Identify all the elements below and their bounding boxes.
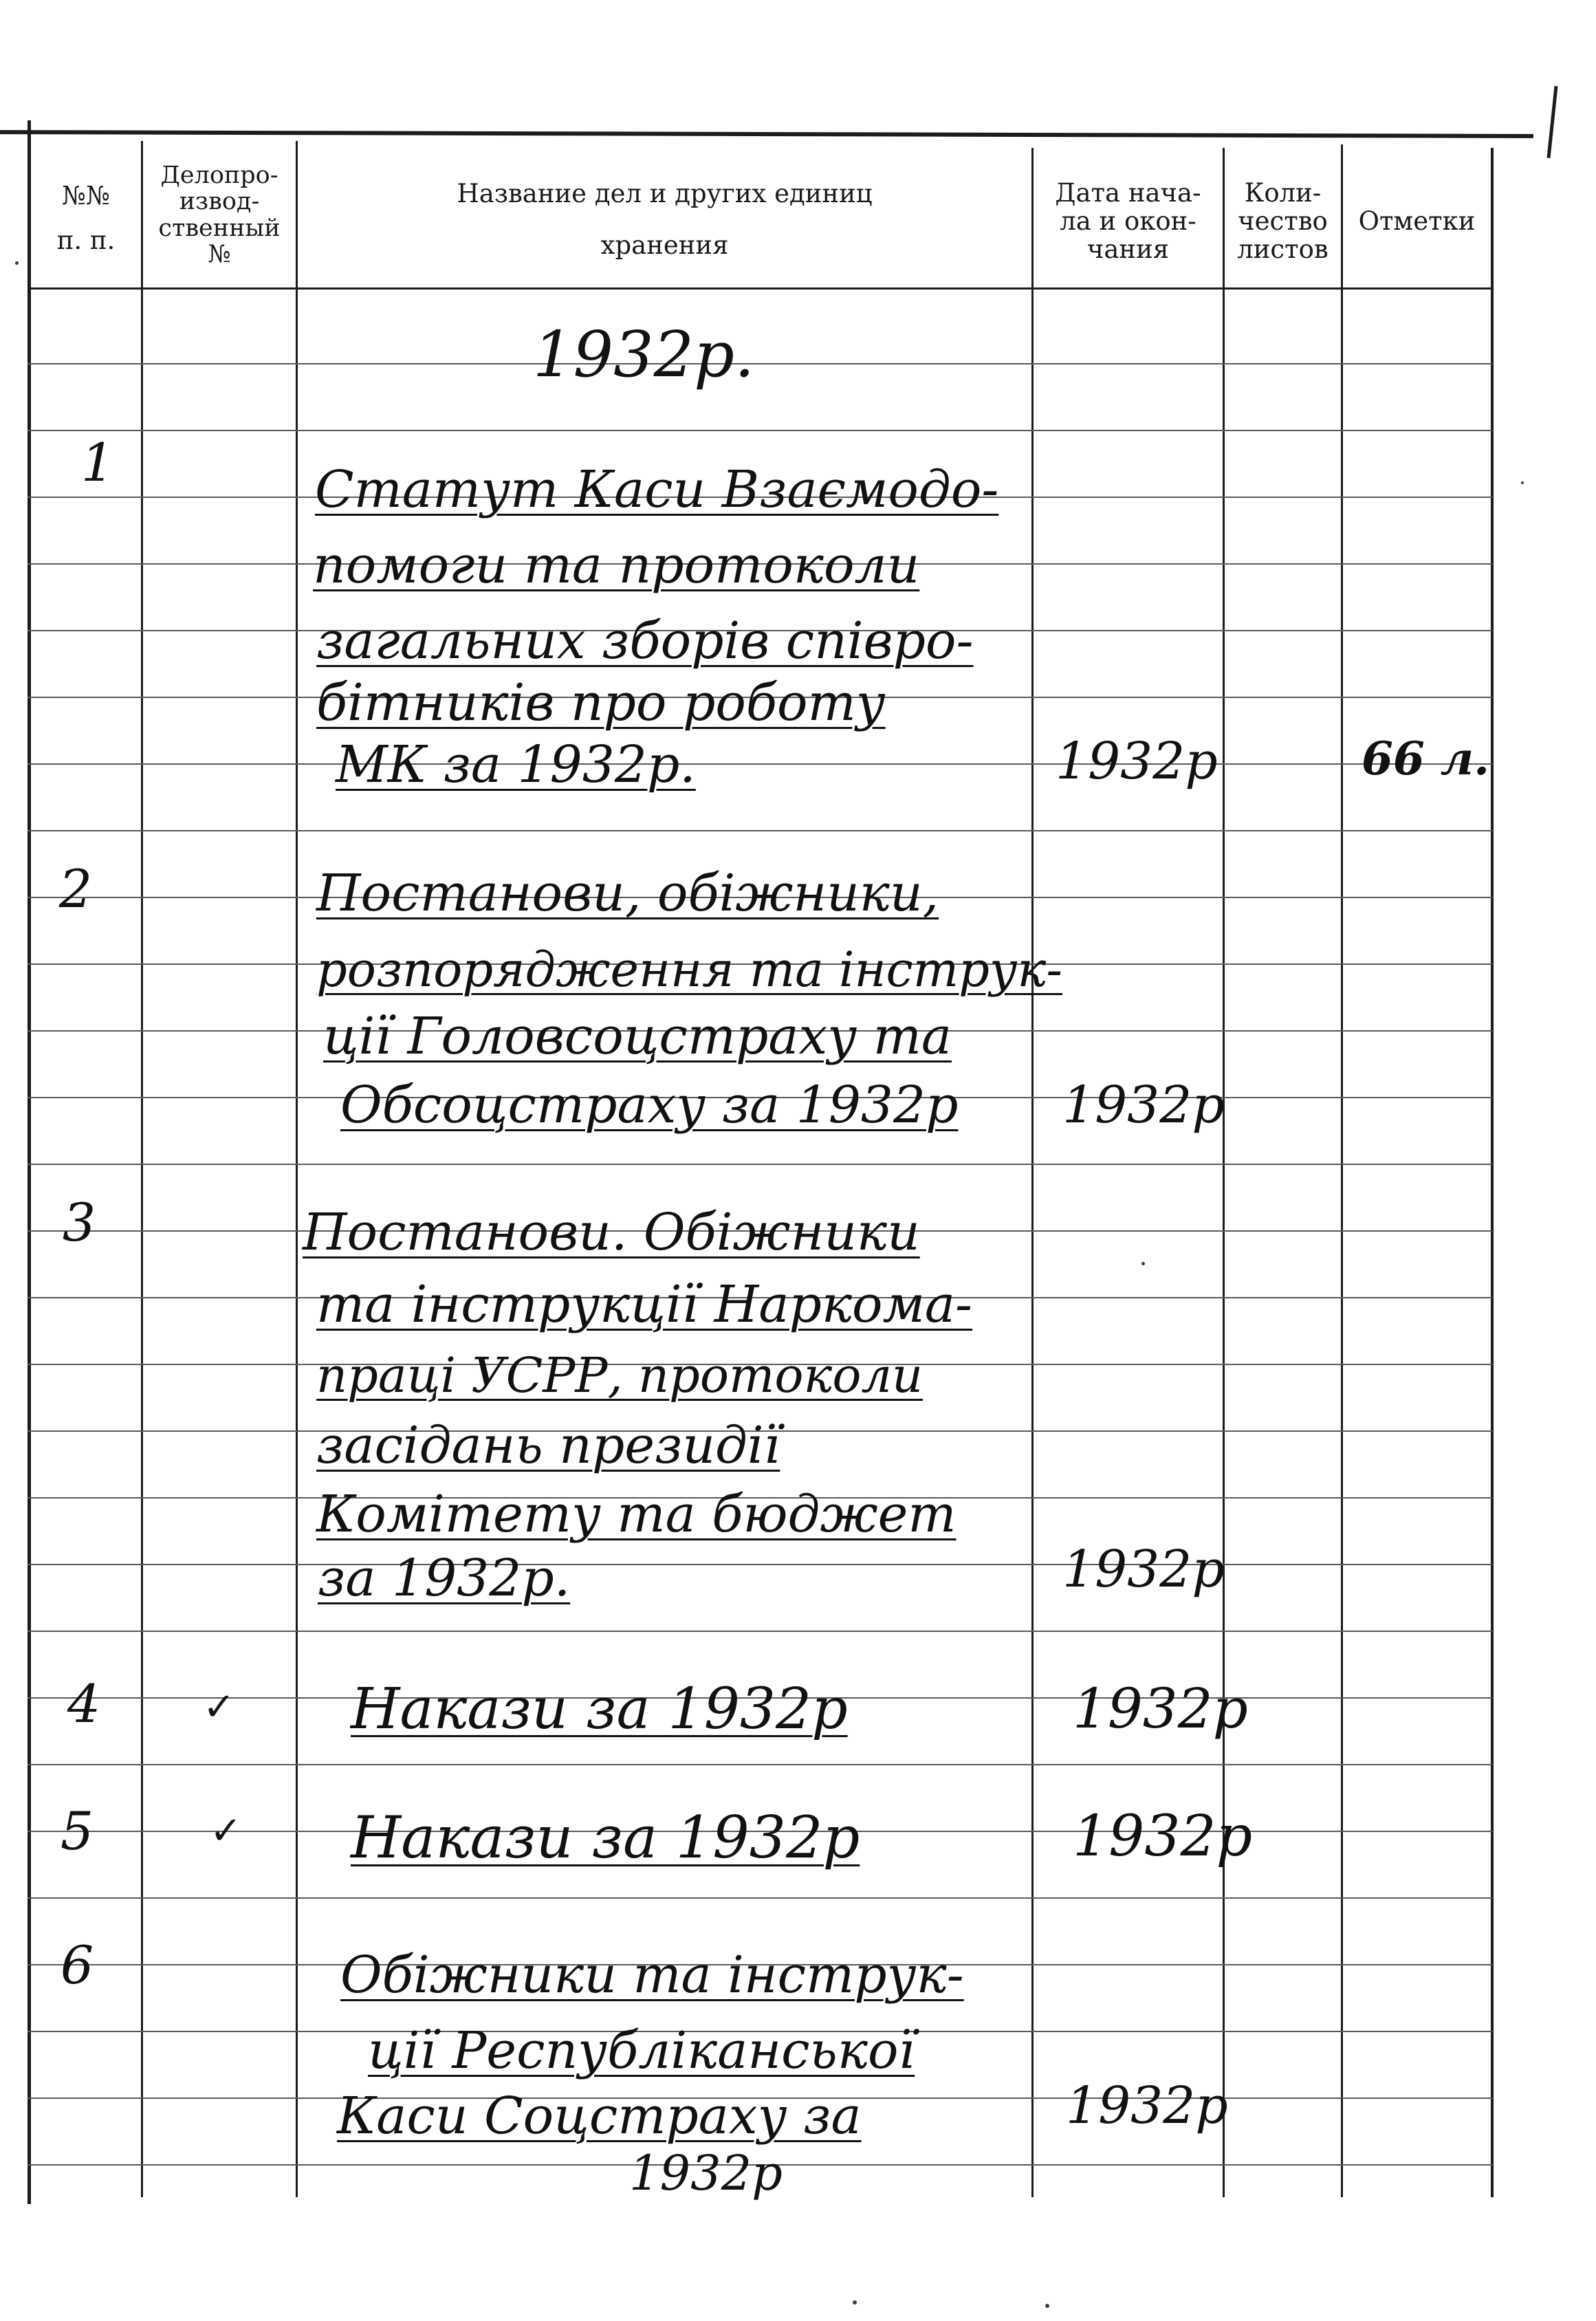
ruled-line bbox=[28, 363, 1492, 364]
col-divider-1 bbox=[141, 141, 143, 2197]
year-heading: 1932р. bbox=[533, 318, 755, 391]
entry-title-line: ції Головсоцстраху та bbox=[323, 1007, 952, 1066]
entry-number: 6 bbox=[60, 1935, 94, 1996]
ruled-line bbox=[28, 430, 1492, 431]
entry-title-line: Обсоцстраху за 1932р bbox=[340, 1076, 959, 1135]
ruled-line bbox=[28, 1764, 1492, 1765]
entry-title-line: розпорядження та інструк- bbox=[316, 941, 1062, 998]
entry-title-line: 1932р bbox=[629, 2145, 783, 2201]
col-divider-4 bbox=[1223, 148, 1225, 2197]
entry-title-line: Комітету та бюджет bbox=[316, 1485, 956, 1544]
entry-dates: 1932р bbox=[1073, 1677, 1248, 1741]
entry-title-line: та інструкції Наркома- bbox=[316, 1275, 973, 1334]
header-no: №№ п. п. bbox=[56, 181, 116, 255]
header-title: Название дел и других единиц хранения bbox=[457, 179, 873, 260]
header-bottom-rule bbox=[28, 287, 1492, 290]
entry-title-line: Статут Каси Взаємодо- bbox=[315, 460, 999, 519]
entry-title-line: бітників про роботу bbox=[316, 673, 886, 732]
entry-title-line: Обіжники та інструк- bbox=[340, 1946, 964, 2005]
col-divider-2 bbox=[296, 141, 298, 2197]
entry-number: 4 bbox=[67, 1673, 101, 1734]
entry-title-line: Постанови, обіжники, bbox=[316, 864, 939, 923]
header-top-rule bbox=[0, 130, 1533, 138]
scan-speck bbox=[1141, 1262, 1145, 1265]
entry-title-line: МК за 1932р. bbox=[336, 735, 696, 794]
header-office-no: Делопро- извод- ственный № bbox=[158, 161, 281, 268]
entry-title-line: Каси Соцстраху за bbox=[337, 2086, 862, 2146]
entry-dates: 1932р bbox=[1062, 1076, 1225, 1135]
ruled-line bbox=[28, 1164, 1492, 1165]
ruled-line bbox=[28, 830, 1492, 831]
entry-dates: 1932р bbox=[1073, 1804, 1253, 1869]
office-check-mark: ✓ bbox=[203, 1685, 235, 1730]
ruled-line bbox=[28, 1631, 1492, 1632]
ruled-line bbox=[28, 1564, 1492, 1565]
entry-number: 5 bbox=[60, 1800, 94, 1862]
col-divider-3 bbox=[1031, 148, 1034, 2197]
scan-speck bbox=[1521, 481, 1524, 484]
edge-stroke bbox=[1547, 86, 1558, 158]
entry-number: 1 bbox=[80, 432, 115, 493]
entry-number: 3 bbox=[62, 1192, 96, 1253]
scan-speck bbox=[15, 261, 19, 265]
col-divider-5 bbox=[1341, 144, 1343, 2197]
header-sheets: Коли- чество листов bbox=[1237, 178, 1329, 264]
entry-title-line: Накази за 1932р bbox=[351, 1804, 860, 1871]
entry-title-line: праці УСРР, протоколи bbox=[316, 1347, 923, 1404]
left-border bbox=[28, 120, 31, 2204]
entry-title-line: за 1932р. bbox=[318, 1549, 571, 1608]
entry-dates: 1932р bbox=[1062, 1540, 1225, 1599]
ruled-line bbox=[28, 763, 1492, 765]
header-notes: Отметки bbox=[1358, 206, 1476, 237]
entry-title-line: помоги та протоколи bbox=[313, 536, 920, 595]
scan-speck bbox=[853, 2300, 857, 2304]
entry-title-line: Постанови. Обіжники bbox=[303, 1203, 920, 1262]
entry-title-line: ції Республіканської bbox=[368, 2021, 915, 2080]
entry-dates: 1932р bbox=[1066, 2076, 1228, 2135]
right-border bbox=[1491, 148, 1494, 2197]
entry-title-line: засідань президії bbox=[316, 1416, 780, 1475]
entry-notes: 66 л. bbox=[1362, 732, 1490, 785]
entry-number: 2 bbox=[58, 858, 93, 919]
header-dates: Дата нача- ла и окон- чания bbox=[1055, 178, 1201, 264]
entry-dates: 1932р bbox=[1056, 732, 1218, 791]
entry-title-line: Накази за 1932р bbox=[351, 1677, 848, 1742]
scan-speck bbox=[1045, 2304, 1049, 2308]
office-check-mark: ✓ bbox=[210, 1809, 242, 1853]
ruled-line bbox=[28, 1897, 1492, 1899]
entry-title-line: загальних зборів співро- bbox=[316, 611, 974, 671]
